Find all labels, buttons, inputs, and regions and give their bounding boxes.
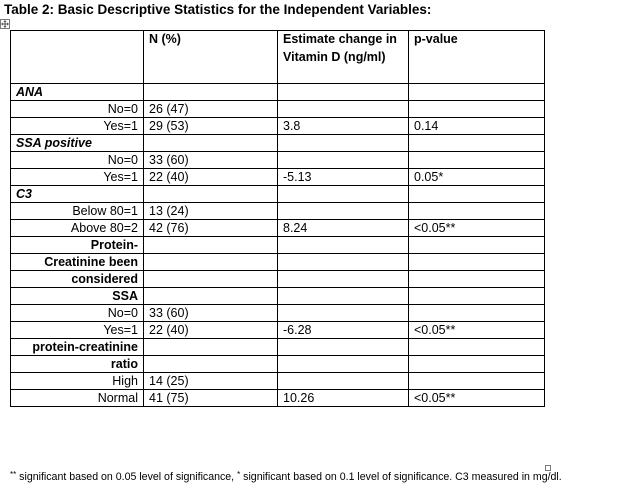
estimate-cell bbox=[278, 84, 409, 101]
estimate-cell: 3.8 bbox=[278, 118, 409, 135]
table-row bbox=[11, 339, 545, 356]
table-title: Table 2: Basic Descriptive Statistics for the Independent Variables: bbox=[4, 2, 432, 17]
variable-cell: ANA bbox=[11, 84, 144, 101]
p-value-cell bbox=[409, 203, 545, 220]
table-move-handle[interactable] bbox=[0, 19, 10, 29]
estimate-cell bbox=[278, 237, 409, 254]
variable-cell: ratio bbox=[11, 356, 144, 373]
p-value-cell: <0.05** bbox=[409, 322, 545, 339]
n-percent-cell bbox=[144, 186, 278, 203]
n-percent-cell: 22 (40) bbox=[144, 169, 278, 186]
table-row bbox=[11, 373, 545, 390]
n-percent-cell: 29 (53) bbox=[144, 118, 278, 135]
header-row bbox=[11, 31, 545, 84]
footnote-text-2: significant based on 0.1 level of significance. C3 measured in mg/dl. bbox=[240, 471, 562, 483]
footnote bbox=[10, 470, 562, 483]
variable-cell: No=0 bbox=[11, 152, 144, 169]
n-percent-cell: 26 (47) bbox=[144, 101, 278, 118]
n-percent-cell: 33 (60) bbox=[144, 152, 278, 169]
p-value-cell bbox=[409, 305, 545, 322]
estimate-cell bbox=[278, 339, 409, 356]
header-cell-estimate: Estimate change in Vitamin D (ng/ml) bbox=[278, 31, 409, 84]
table-row bbox=[11, 305, 545, 322]
variable-cell: Above 80=2 bbox=[11, 220, 144, 237]
estimate-cell: 8.24 bbox=[278, 220, 409, 237]
n-percent-cell bbox=[144, 254, 278, 271]
footnote-text-1: significant based on 0.05 level of significance, bbox=[16, 471, 238, 483]
p-value-cell bbox=[409, 373, 545, 390]
move-arrows-icon bbox=[1, 20, 9, 28]
table-row bbox=[11, 135, 545, 152]
table-row bbox=[11, 220, 545, 237]
variable-cell: considered bbox=[11, 271, 144, 288]
variable-cell: Protein- bbox=[11, 237, 144, 254]
n-percent-cell bbox=[144, 237, 278, 254]
variable-cell: No=0 bbox=[11, 101, 144, 118]
variable-cell: Yes=1 bbox=[11, 322, 144, 339]
variable-cell: Below 80=1 bbox=[11, 203, 144, 220]
p-value-cell bbox=[409, 271, 545, 288]
p-value-cell bbox=[409, 237, 545, 254]
statistics-table bbox=[10, 30, 545, 407]
table-row bbox=[11, 271, 545, 288]
estimate-cell bbox=[278, 305, 409, 322]
table-row bbox=[11, 186, 545, 203]
header-cell-p-value: p-value bbox=[409, 31, 545, 84]
p-value-cell: <0.05** bbox=[409, 390, 545, 407]
estimate-cell bbox=[278, 373, 409, 390]
header-cell-n-percent: N (%) bbox=[144, 31, 278, 84]
estimate-cell bbox=[278, 135, 409, 152]
estimate-cell bbox=[278, 271, 409, 288]
n-percent-cell: 42 (76) bbox=[144, 220, 278, 237]
p-value-cell bbox=[409, 254, 545, 271]
p-value-cell bbox=[409, 84, 545, 101]
header-cell-variable bbox=[11, 31, 144, 84]
n-percent-cell: 22 (40) bbox=[144, 322, 278, 339]
variable-cell: High bbox=[11, 373, 144, 390]
variable-cell: No=0 bbox=[11, 305, 144, 322]
table-row bbox=[11, 254, 545, 271]
table-row bbox=[11, 152, 545, 169]
n-percent-cell bbox=[144, 288, 278, 305]
n-percent-cell bbox=[144, 356, 278, 373]
n-percent-cell: 41 (75) bbox=[144, 390, 278, 407]
variable-cell: SSA bbox=[11, 288, 144, 305]
n-percent-cell: 13 (24) bbox=[144, 203, 278, 220]
n-percent-cell: 14 (25) bbox=[144, 373, 278, 390]
p-value-cell bbox=[409, 288, 545, 305]
table-row bbox=[11, 322, 545, 339]
table-row bbox=[11, 237, 545, 254]
p-value-cell bbox=[409, 186, 545, 203]
table-row bbox=[11, 101, 545, 118]
footnote-mark-single: * bbox=[237, 470, 241, 479]
table-row bbox=[11, 118, 545, 135]
p-value-cell bbox=[409, 101, 545, 118]
estimate-cell bbox=[278, 186, 409, 203]
n-percent-cell bbox=[144, 84, 278, 101]
variable-cell: C3 bbox=[11, 186, 144, 203]
estimate-cell: -6.28 bbox=[278, 322, 409, 339]
table-row bbox=[11, 288, 545, 305]
variable-cell: SSA positive bbox=[11, 135, 144, 152]
estimate-cell bbox=[278, 203, 409, 220]
estimate-cell bbox=[278, 254, 409, 271]
estimate-cell bbox=[278, 152, 409, 169]
estimate-cell: 10.26 bbox=[278, 390, 409, 407]
estimate-cell bbox=[278, 101, 409, 118]
estimate-cell bbox=[278, 356, 409, 373]
p-value-cell bbox=[409, 339, 545, 356]
variable-cell: Creatinine been bbox=[11, 254, 144, 271]
n-percent-cell bbox=[144, 271, 278, 288]
p-value-cell bbox=[409, 152, 545, 169]
footnote-mark-double: ** bbox=[10, 470, 17, 479]
p-value-cell: <0.05** bbox=[409, 220, 545, 237]
estimate-cell: -5.13 bbox=[278, 169, 409, 186]
p-value-cell bbox=[409, 356, 545, 373]
n-percent-cell bbox=[144, 339, 278, 356]
n-percent-cell: 33 (60) bbox=[144, 305, 278, 322]
p-value-cell bbox=[409, 135, 545, 152]
table-row bbox=[11, 356, 545, 373]
p-value-cell: 0.14 bbox=[409, 118, 545, 135]
variable-cell: Normal bbox=[11, 390, 144, 407]
variable-cell: Yes=1 bbox=[11, 169, 144, 186]
table-row bbox=[11, 203, 545, 220]
estimate-cell bbox=[278, 288, 409, 305]
variable-cell: Yes=1 bbox=[11, 118, 144, 135]
n-percent-cell bbox=[144, 135, 278, 152]
table-row bbox=[11, 390, 545, 407]
table-row bbox=[11, 84, 545, 101]
p-value-cell: 0.05* bbox=[409, 169, 545, 186]
table-row bbox=[11, 169, 545, 186]
variable-cell: protein-creatinine bbox=[11, 339, 144, 356]
